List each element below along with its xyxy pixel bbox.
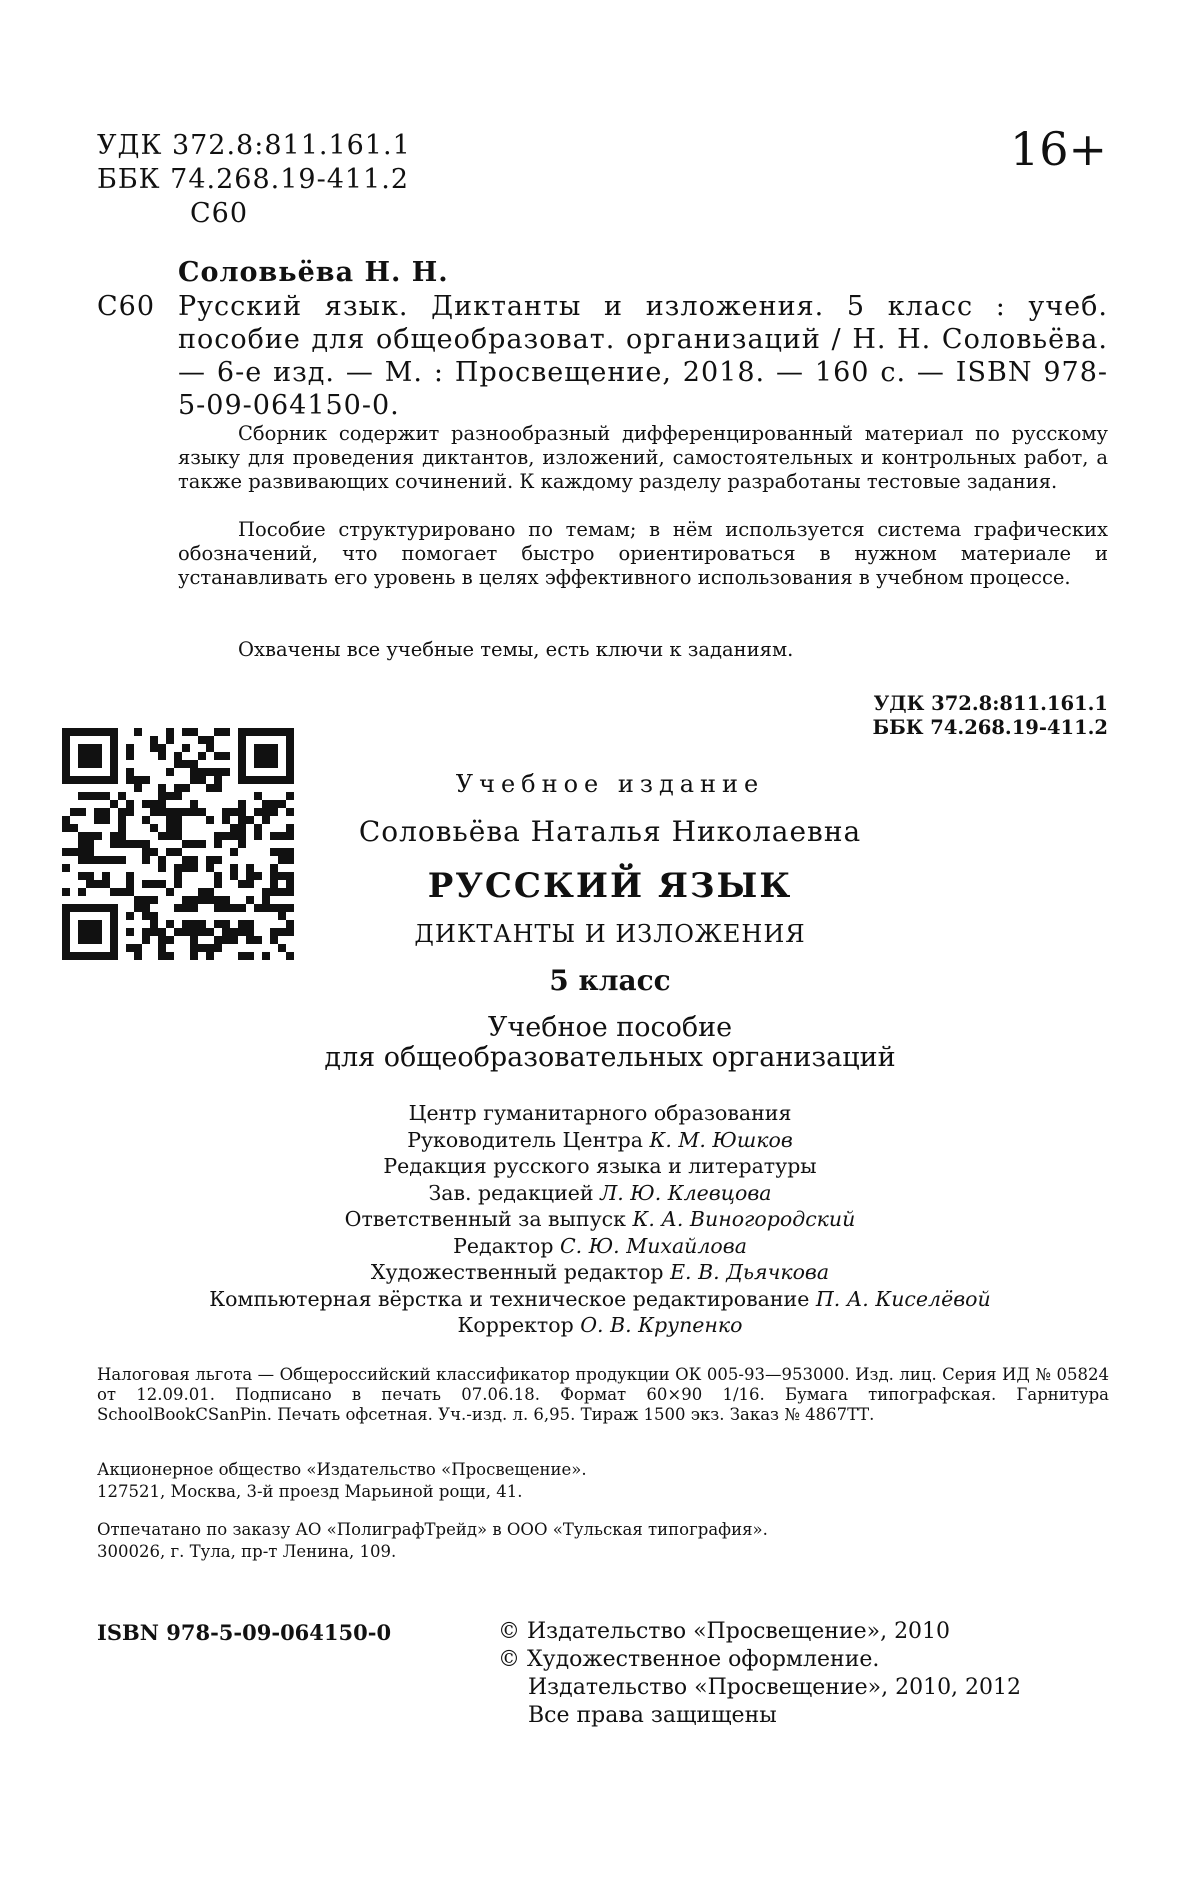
credit-line: Зав. редакцией Л. Ю. Клевцова [428,1180,772,1205]
credit-line: Редактор С. Ю. Михайлова [453,1233,747,1258]
bib-mark: С60 [97,291,156,322]
edition-type: Учебное издание [455,770,765,798]
credit-line: Художественный редактор Е. В. Дьячкова [370,1260,830,1284]
isbn: ISBN 978-5-09-064150-0 [97,1620,392,1645]
copyright-block [498,1618,1021,1730]
bib-entry: Русский язык. Диктанты и изложения. 5 класс : учеб. пособие для общеобразоват. организаций / Н. Н. Соловьёва. — 6-е изд. — М. : Просвещение, 2018. — 160 с. — ISBN 978-5-09-064150-0. [178,291,1108,421]
credit-line: Центр гуманитарного образования [408,1101,792,1125]
author-full-name: Соловьёва Наталья Николаевна [358,815,862,848]
copyright-line: Все права защищены [528,1703,777,1728]
credits-list [100,1100,1100,1339]
book-title: РУССКИЙ ЯЗЫК [427,866,793,906]
imprint-printed: Отпечатано по заказу АО «ПолиграфТрейд» в ООО «Тульская типография». [97,1520,768,1539]
credit-line: Корректор О. В. Крупенко [457,1313,743,1337]
book-subtitle: ДИКТАНТЫ И ИЗЛОЖЕНИЯ [414,920,806,948]
grade: 5 класс [549,964,671,997]
credit-line: Компьютерная вёрстка и техническое редактирование П. А. Киселёвой [209,1286,991,1311]
annotation-paragraph-1: Сборник содержит разнообразный дифференцированный материал по русскому языку для проведения диктантов, изложений, самостоятельных и контрольных работ, а также развивающих сочинений. К каждому разделу разработаны тестовые задания. [178,422,1108,493]
credit-line: Ответственный за выпуск К. А. Виногородский [344,1207,856,1231]
qr-code-icon [62,728,294,960]
purpose-line-1: Учебное пособие [487,1012,733,1043]
imprint-tax: Налоговая льгота — Общероссийский классификатор продукции ОК 005-93—953000. Изд. лиц. Серия ИД № 05824 от 12.09.01. Подписано в печать 07.06.18. Формат 60×90 1/16. Бумага типографская. Гарнитура SchoolBookCSanPin. Печать офсетная. Уч.-изд. л. 6,95. Тираж 1500 экз. Заказ № 4867ТТ. [97,1365,1109,1424]
author-mark-header: С60 [190,198,249,229]
age-rating: 16+ [1010,122,1108,176]
annotation-paragraph-3: Охвачены все учебные темы, есть ключи к заданиям. [238,638,794,661]
imprint-printer-address: 300026, г. Тула, пр-т Ленина, 109. [97,1542,397,1561]
annotation-paragraph-2: Пособие структурировано по темам; в нём используется система графических обозначений, что помогает быстро ориентироваться в нужном материале и устанавливать его уровень в целях эффективного использования в учебном процессе. [178,518,1108,589]
copyright-line: © Художественное оформление. [498,1647,880,1672]
purpose-line-2: для общеобразовательных организаций [324,1042,896,1073]
udk-header: УДК 372.8:811.161.1 [97,130,411,161]
bbk-header: ББК 74.268.19-411.2 [97,164,409,195]
bbk-repeat: ББК 74.268.19-411.2 [872,716,1108,739]
imprint-publisher-address: 127521, Москва, 3-й проезд Марьиной рощи, 41. [97,1482,523,1501]
credit-line: Редакция русского языка и литературы [383,1154,817,1178]
bib-author: Соловьёва Н. Н. [178,257,449,288]
credit-line: Руководитель Центра К. М. Юшков [407,1127,793,1152]
imprint-publisher: Акционерное общество «Издательство «Просвещение». [97,1460,587,1479]
copyright-line: Издательство «Просвещение», 2010, 2012 [528,1675,1022,1700]
udk-repeat: УДК 372.8:811.161.1 [873,692,1108,715]
copyright-line: © Издательство «Просвещение», 2010 [498,1619,951,1644]
